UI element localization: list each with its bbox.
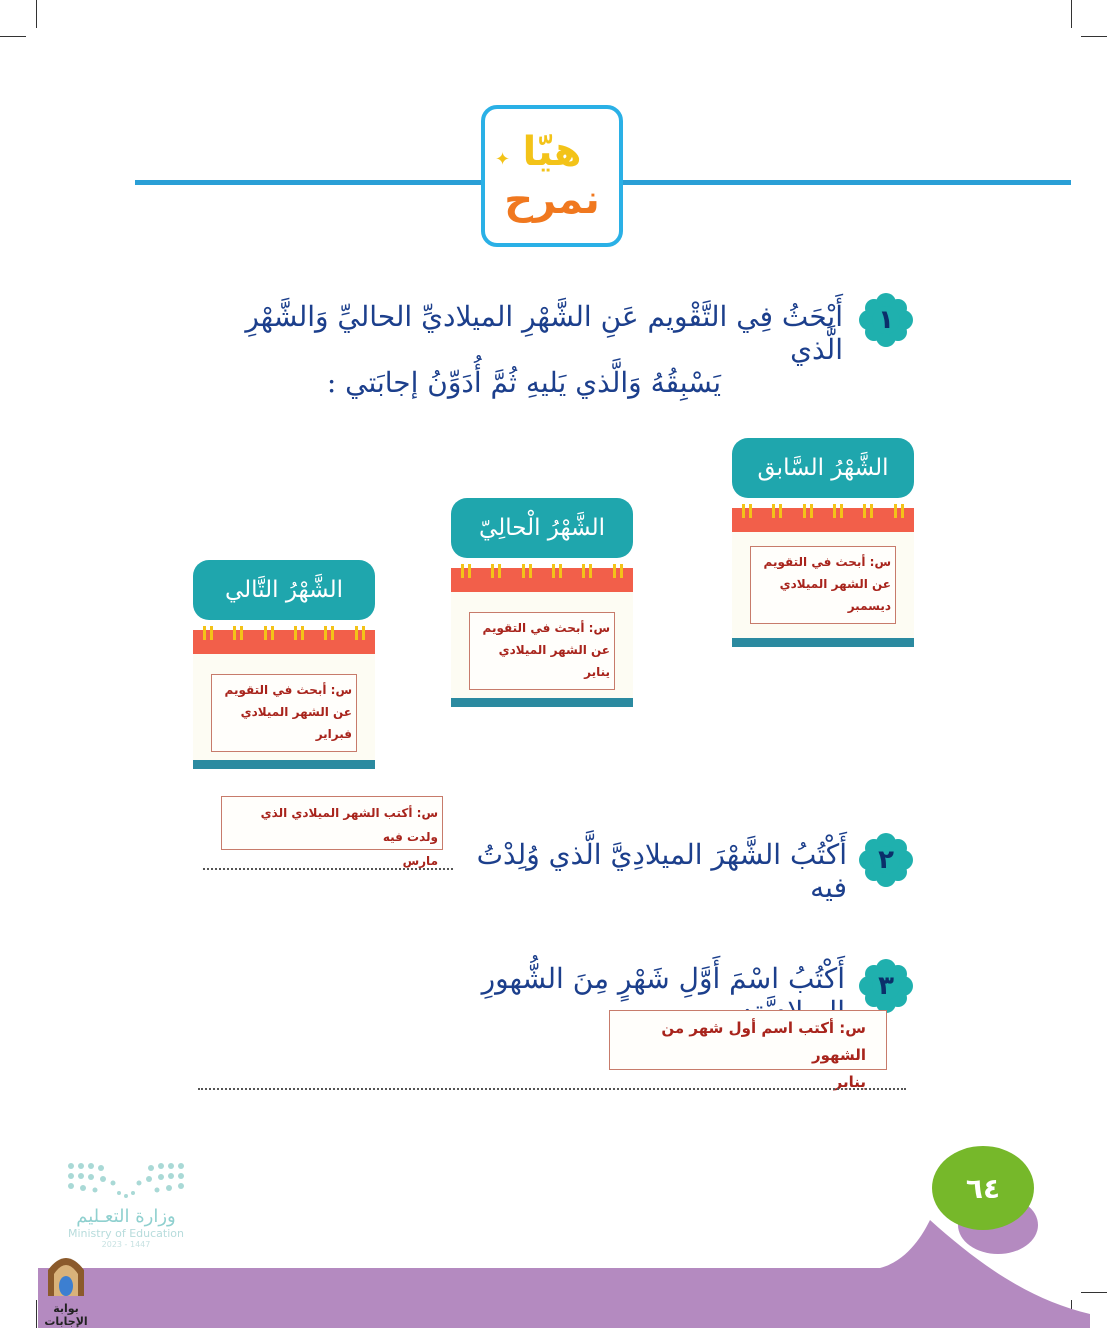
calendar-footer <box>193 760 375 769</box>
answer-line[interactable] <box>198 1088 906 1090</box>
answer-value: مارس <box>402 854 438 868</box>
answer-box[interactable] <box>211 674 357 752</box>
crop-mark <box>36 0 37 28</box>
question-3-text: أَكْتُبُ اسْمَ أَوَّلِ شَهْرٍ مِنَ الشُّهورِ <box>481 962 845 995</box>
watermark-label: بوابة الإجابات <box>44 1302 88 1328</box>
crop-mark <box>1071 0 1072 28</box>
watermark <box>30 1252 102 1328</box>
question-1-line-1: أَبْحَثُ فِي التَّقْويم عَنِ الشَّهْرِ الميلاديِّ الحاليِّ وَالشَّهْرِ الَّذي <box>245 300 843 366</box>
ministry-name-en: Ministry of Education <box>67 1227 184 1240</box>
answer-question: س: أبحث في التقويم عن الشهر الميلادي <box>224 683 352 719</box>
calendar-rings <box>732 504 914 518</box>
answer-box[interactable] <box>221 796 443 868</box>
answer-value: فبراير <box>315 727 352 741</box>
lesson-title-badge <box>481 105 623 247</box>
calendar-title: الشَّهْرُ التَّالي <box>193 560 375 620</box>
ministry-logo-icon <box>61 1160 191 1202</box>
title-line-2: نمرح <box>504 177 600 223</box>
answer-value: يناير <box>833 1073 866 1091</box>
ministry-logo <box>56 1160 196 1249</box>
answer-value: ديسمبر <box>847 599 891 613</box>
question-number: ١ <box>878 305 894 335</box>
answer-question: س: أبحث في التقويم عن الشهر الميلادي <box>763 555 891 591</box>
ministry-year: 2023 - 1447 <box>101 1240 151 1249</box>
calendar-rings <box>193 626 375 640</box>
answer-box[interactable] <box>750 546 896 624</box>
question-number: ٣ <box>878 971 894 1001</box>
calendar-rings <box>451 564 633 578</box>
title-line-1: هيّا <box>522 129 582 175</box>
sparkle-icon: ✦ <box>495 149 511 170</box>
answer-box[interactable] <box>469 612 615 690</box>
calendar-footer <box>451 698 633 707</box>
question-number-badge <box>858 292 914 348</box>
calendar-footer <box>732 638 914 647</box>
page-number: ٦٤ <box>932 1146 1034 1230</box>
calendar-title: الشَّهْرُ الْحالِيّ <box>451 498 633 558</box>
question-number-badge <box>858 958 914 1014</box>
ministry-name-ar: وزارة التعـليم <box>76 1206 176 1227</box>
answer-value: يناير <box>584 665 610 679</box>
answer-line[interactable] <box>203 868 453 870</box>
question-number-badge <box>858 832 914 888</box>
answer-box[interactable] <box>609 1010 887 1091</box>
calendar-title: الشَّهْرُ السَّابق <box>732 438 914 498</box>
answer-question: س: أبحث في التقويم عن الشهر الميلادي <box>482 621 610 657</box>
crop-mark <box>1081 36 1107 37</box>
answer-question: س: أكتب الشهر الميلادي الذي ولدت فيه <box>260 806 438 844</box>
question-1-line-2: يَسْبِقُهُ وَالَّذي يَليهِ ثُمَّ أُدَوِّنُ إجابَتي : <box>326 366 721 399</box>
question-2-text: أَكْتُبُ الشَّهْرَ الميلادِيَّ الَّذي وُلِدْتُ فيه <box>476 838 847 904</box>
question-number: ٢ <box>878 845 894 875</box>
crop-mark <box>0 36 26 37</box>
answer-question: س: أكتب اسم أول شهر من الشهور <box>661 1019 866 1064</box>
watermark-icon <box>44 1252 88 1298</box>
